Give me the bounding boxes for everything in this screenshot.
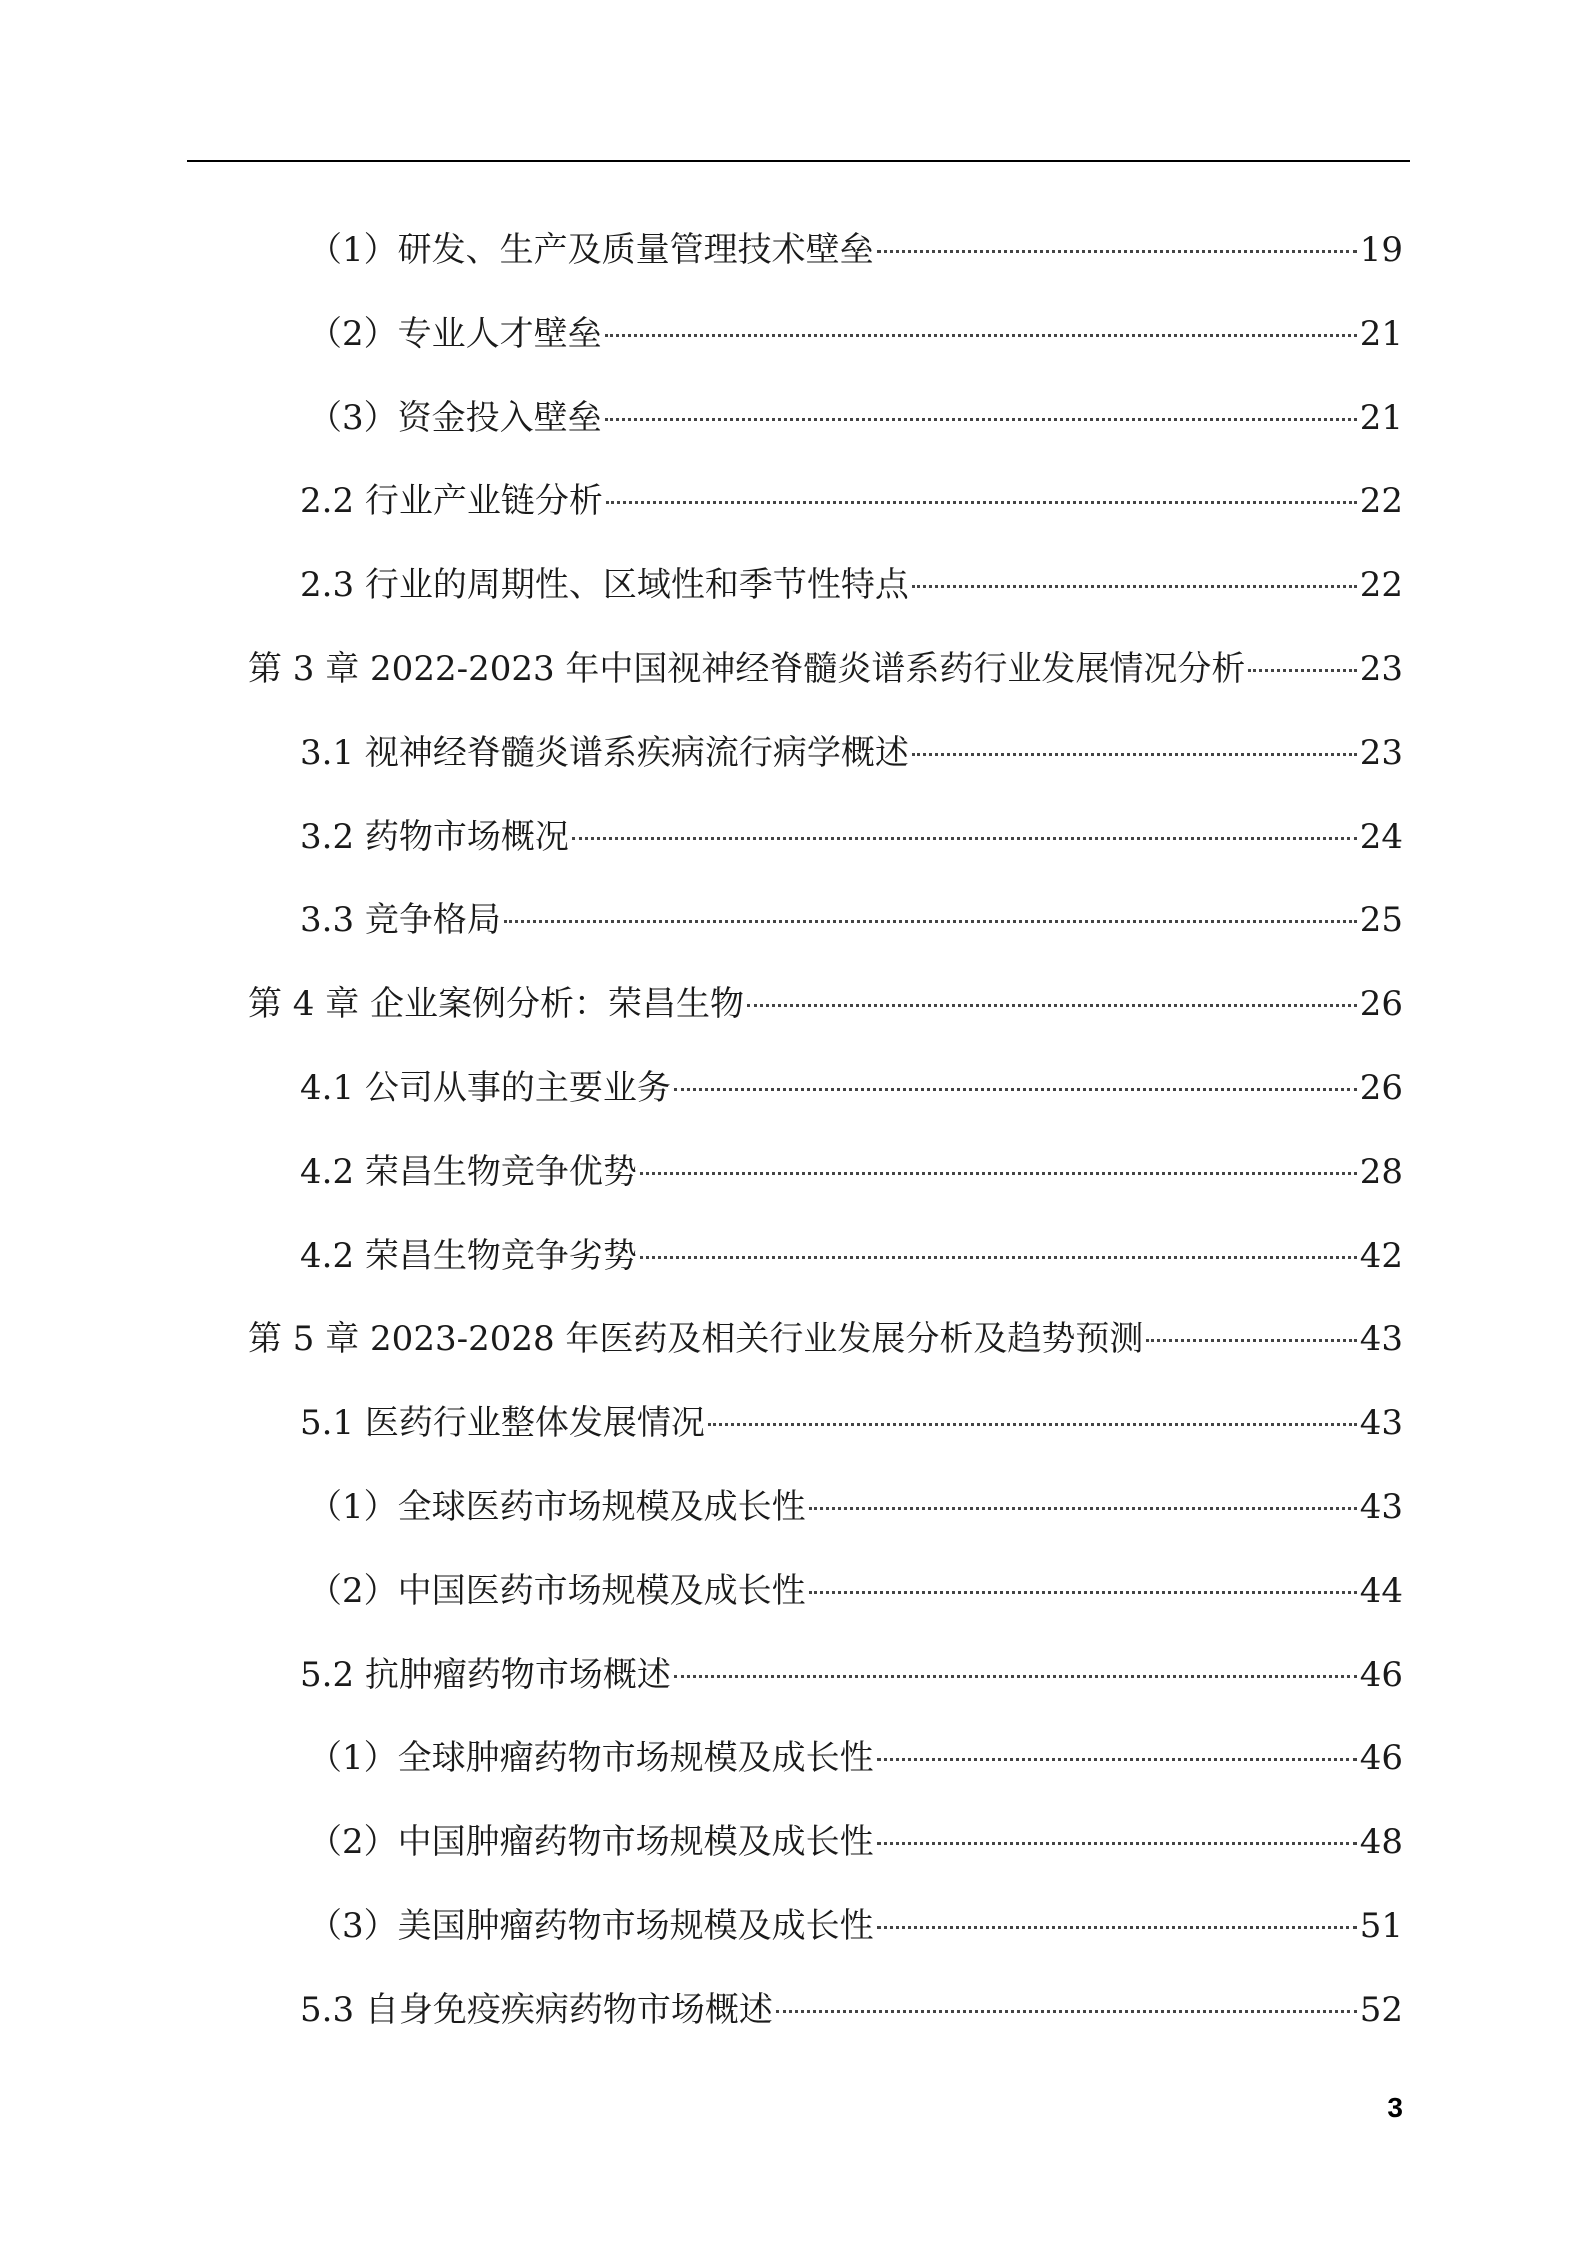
toc-entry-page: 43	[1359, 1487, 1403, 1527]
toc-entry-page: 22	[1359, 481, 1403, 521]
toc-entry-page: 19	[1359, 230, 1403, 270]
toc-entry-page: 46	[1359, 1738, 1403, 1778]
toc-entry-label: 5.1 医药行业整体发展情况	[300, 1403, 705, 1443]
toc-entry-page: 26	[1359, 1068, 1403, 1108]
toc-entry-page: 21	[1359, 398, 1403, 438]
dot-leader	[606, 501, 1357, 504]
toc-entry-page: 22	[1359, 565, 1403, 605]
dot-leader	[877, 1926, 1357, 1929]
toc-entry-label: 5.3 自身免疫疾病药物市场概述	[300, 1990, 773, 2030]
toc-entry-page: 23	[1359, 649, 1403, 689]
toc-entry[interactable]	[300, 1395, 1403, 1451]
toc-entry-page: 46	[1359, 1655, 1403, 1695]
toc-entry[interactable]	[300, 1060, 1403, 1116]
toc-entry[interactable]	[248, 641, 1403, 697]
toc-entry[interactable]	[248, 976, 1403, 1032]
toc-entry[interactable]	[308, 1814, 1403, 1870]
toc-entry[interactable]	[308, 390, 1403, 446]
dot-leader	[674, 1088, 1357, 1091]
dot-leader	[912, 585, 1357, 588]
toc-entry[interactable]	[300, 809, 1403, 865]
dot-leader	[1146, 1339, 1356, 1342]
toc-entry[interactable]	[308, 1479, 1403, 1535]
dot-leader	[1248, 669, 1356, 672]
toc-entry-page: 51	[1359, 1906, 1403, 1946]
toc-entry-label: （3）资金投入壁垒	[308, 398, 602, 438]
toc-entry-page: 28	[1359, 1152, 1403, 1192]
dot-leader	[809, 1507, 1357, 1510]
dot-leader	[877, 250, 1357, 253]
toc-entry-page: 26	[1359, 984, 1403, 1024]
dot-leader	[504, 920, 1357, 923]
dot-leader	[708, 1423, 1357, 1426]
toc-entry-page: 48	[1359, 1822, 1403, 1862]
toc-entry[interactable]	[300, 1228, 1403, 1284]
toc-entry[interactable]	[308, 1563, 1403, 1619]
dot-leader	[809, 1591, 1357, 1594]
dot-leader	[747, 1004, 1357, 1007]
toc-entry-label: （3）美国肿瘤药物市场规模及成长性	[308, 1906, 874, 1946]
toc-entry-page: 43	[1359, 1319, 1403, 1359]
toc-entry[interactable]	[248, 1311, 1403, 1367]
toc-entry-label: 4.1 公司从事的主要业务	[300, 1068, 671, 1108]
toc-entry[interactable]	[300, 1647, 1403, 1703]
toc-entry-label: 第 3 章 2022-2023 年中国视神经脊髓炎谱系药行业发展情况分析	[248, 649, 1246, 689]
toc-entry-label: （1）全球医药市场规模及成长性	[308, 1487, 806, 1527]
toc-entry[interactable]	[300, 1144, 1403, 1200]
toc-entry[interactable]	[308, 1898, 1403, 1954]
toc-entry-label: （1）全球肿瘤药物市场规模及成长性	[308, 1738, 874, 1778]
toc-entry-label: 3.3 竞争格局	[300, 900, 501, 940]
toc-entry-label: 4.2 荣昌生物竞争劣势	[300, 1236, 637, 1276]
toc-entry[interactable]	[300, 1982, 1403, 2038]
toc-entry-label: 2.2 行业产业链分析	[300, 481, 603, 521]
toc-entry-page: 44	[1359, 1571, 1403, 1611]
toc-entry-label: （1）研发、生产及质量管理技术壁垒	[308, 230, 874, 270]
dot-leader	[877, 1842, 1357, 1845]
toc-entry[interactable]	[300, 473, 1403, 529]
toc-entry-label: （2）专业人才壁垒	[308, 314, 602, 354]
dot-leader	[572, 837, 1357, 840]
dot-leader	[776, 2010, 1357, 2013]
toc-entry-label: （2）中国肿瘤药物市场规模及成长性	[308, 1822, 874, 1862]
toc-entry-label: 2.3 行业的周期性、区域性和季节性特点	[300, 565, 909, 605]
header-rule	[187, 160, 1410, 162]
toc-entry-label: （2）中国医药市场规模及成长性	[308, 1571, 806, 1611]
toc-entry[interactable]	[300, 557, 1403, 613]
toc-entry[interactable]	[308, 222, 1403, 278]
toc-entry-label: 第 5 章 2023-2028 年医药及相关行业发展分析及趋势预测	[248, 1319, 1144, 1359]
toc-entry-page: 24	[1359, 817, 1403, 857]
dot-leader	[605, 334, 1357, 337]
toc-entry-label: 5.2 抗肿瘤药物市场概述	[300, 1655, 671, 1695]
toc-entry[interactable]	[308, 306, 1403, 362]
toc-entry-page: 23	[1359, 733, 1403, 773]
dot-leader	[640, 1172, 1357, 1175]
dot-leader	[912, 753, 1357, 756]
toc-entry-page: 25	[1359, 900, 1403, 940]
toc-entry-page: 21	[1359, 314, 1403, 354]
toc-entry[interactable]	[300, 725, 1403, 781]
page-number: 3	[1387, 2092, 1403, 2123]
toc-entry-label: 第 4 章 企业案例分析：荣昌生物	[248, 984, 745, 1024]
toc-entry[interactable]	[300, 892, 1403, 948]
dot-leader	[640, 1256, 1357, 1259]
toc-entry[interactable]	[308, 1730, 1403, 1786]
toc-entry-label: 3.1 视神经脊髓炎谱系疾病流行病学概述	[300, 733, 909, 773]
toc-entry-page: 42	[1359, 1236, 1403, 1276]
dot-leader	[605, 418, 1357, 421]
toc-entry-page: 52	[1359, 1990, 1403, 2030]
toc-entry-label: 4.2 荣昌生物竞争优势	[300, 1152, 637, 1192]
dot-leader	[674, 1675, 1357, 1678]
toc-entry-page: 43	[1359, 1403, 1403, 1443]
dot-leader	[877, 1758, 1357, 1761]
toc-entry-label: 3.2 药物市场概况	[300, 817, 569, 857]
